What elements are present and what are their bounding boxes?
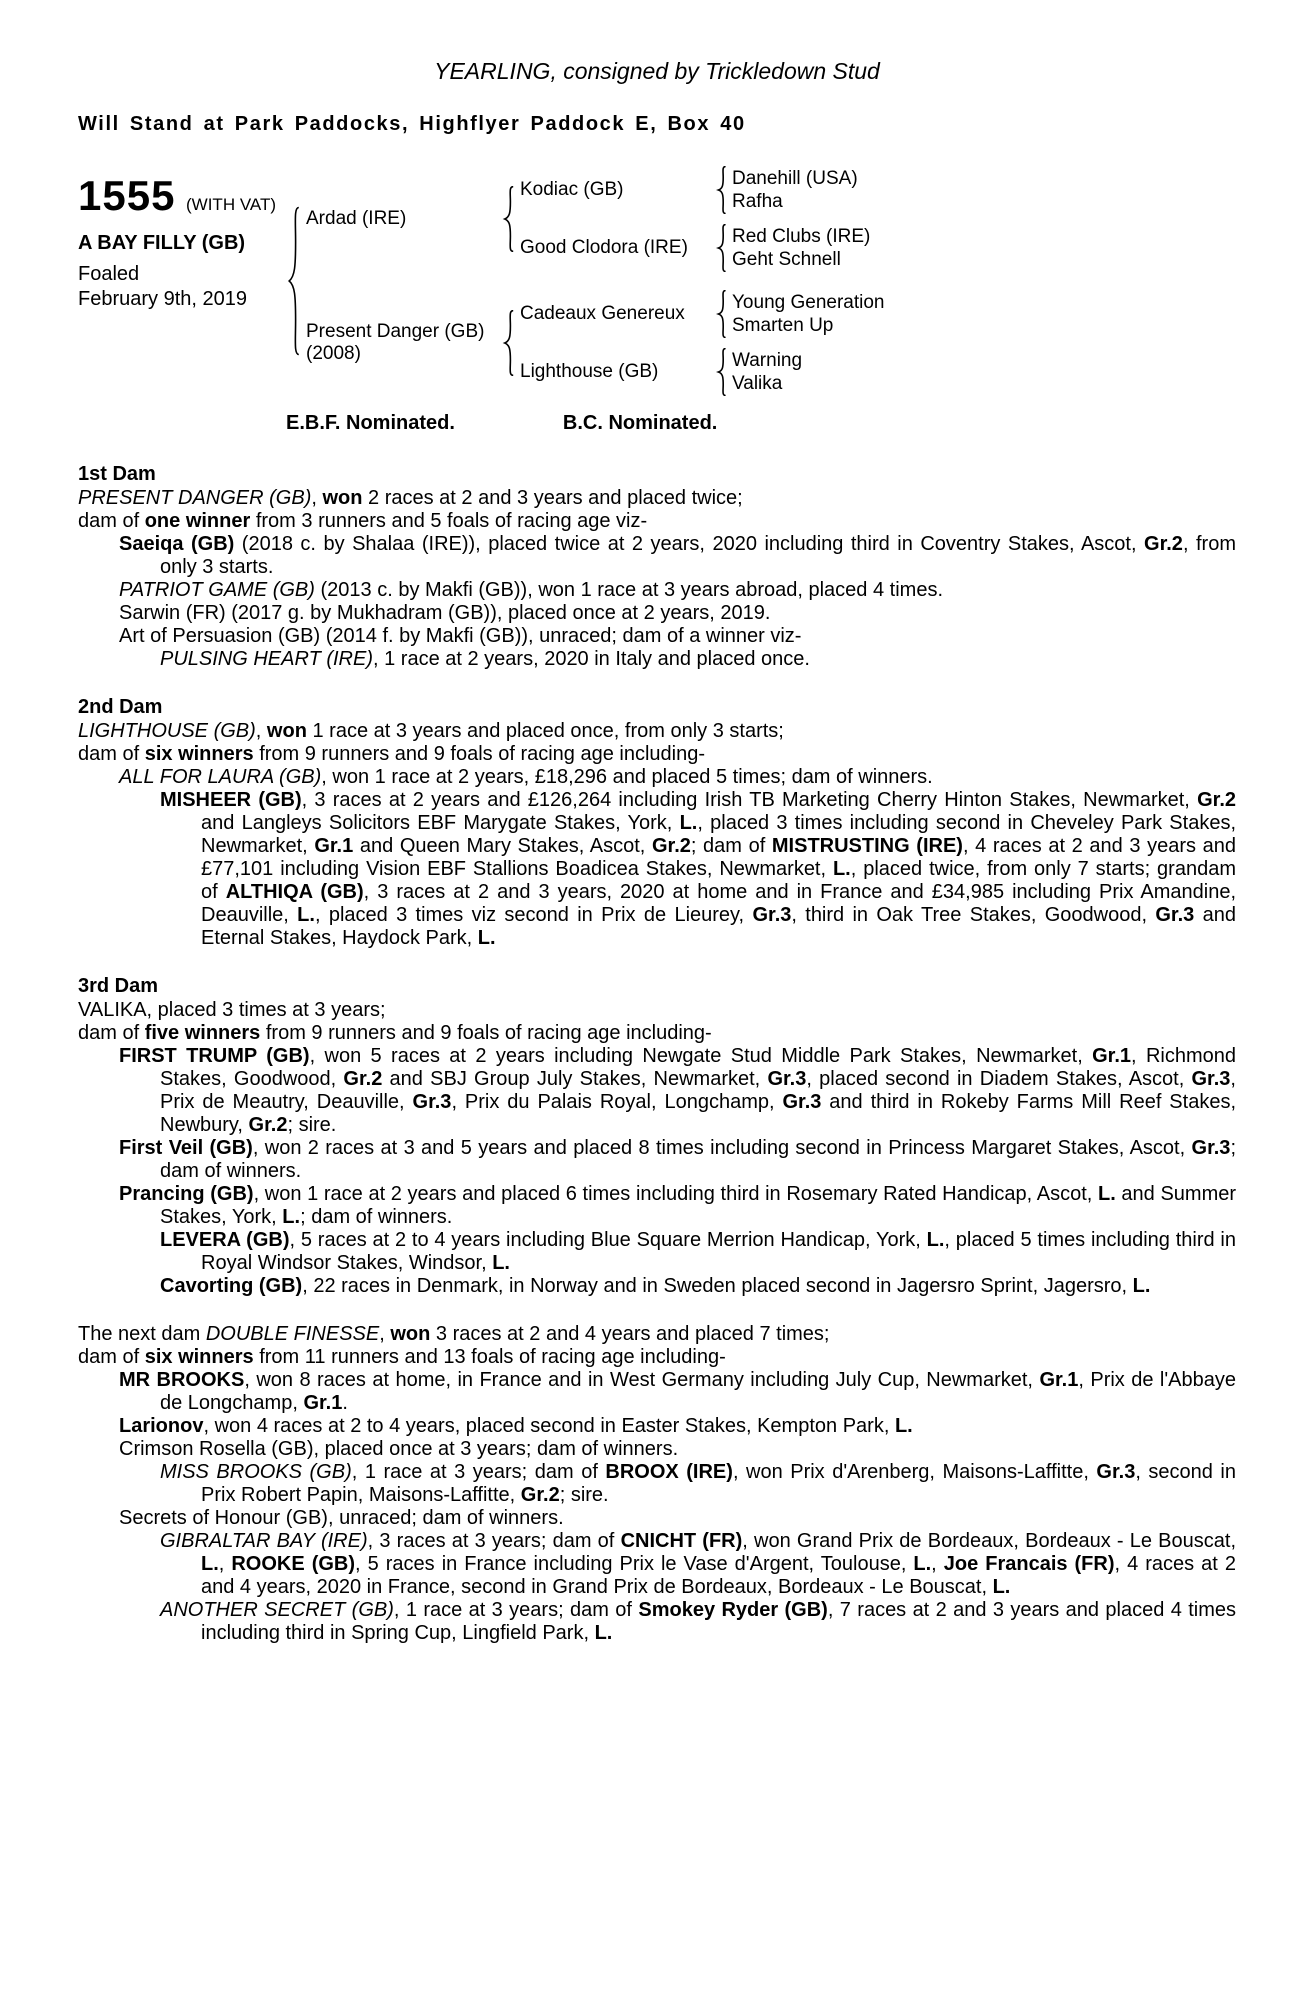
text-run: ,	[379, 1323, 391, 1345]
text-run: Gr.3	[412, 1091, 452, 1113]
gen3-name: Valika	[732, 373, 783, 394]
text-run: from 11 runners and 13 foals of racing age including-	[253, 1346, 726, 1368]
text-run: Gr.3	[1155, 904, 1195, 926]
text-run: Gr.1	[303, 1392, 343, 1414]
text-run: , 4 races at 2 and 4 years, 2020 in France, second in Grand Prix de Bordeaux, Bordeaux - Le Bouscat,	[201, 1553, 1236, 1598]
text-run: one winner	[144, 510, 251, 532]
text-run: won	[322, 487, 363, 509]
text-run: ; sire.	[559, 1484, 609, 1506]
text-run: and Summer Stakes, York,	[160, 1183, 1237, 1228]
gen3-name: Young Generation	[732, 292, 885, 313]
text-run: L.	[832, 858, 851, 880]
gen3-name: Warning	[732, 350, 803, 371]
text-run: MISTRUSTING (IRE)	[771, 835, 963, 857]
text-run: Larionov	[119, 1415, 204, 1437]
text-run: and third in Rokeby Farms Mill Reef Stakes, Newbury,	[160, 1091, 1236, 1136]
curly-brace-icon	[716, 348, 728, 396]
text-run: Sarwin (FR) (2017 g. by Mukhadram (GB)), placed once at 2 years, 2019.	[119, 602, 771, 624]
text-run: Gr.2	[1144, 533, 1183, 555]
pedigree-paragraph	[78, 625, 1236, 648]
text-run: , 1 race at 3 years; dam of	[351, 1461, 606, 1483]
text-run: L.	[282, 1206, 301, 1228]
text-run: ,	[931, 1553, 944, 1575]
text-run: VALIKA, placed 3 times at 3 years;	[78, 999, 386, 1021]
pedigree-paragraph	[78, 1461, 1236, 1507]
text-run: , third in Oak Tree Stakes, Goodwood,	[791, 904, 1156, 926]
text-run: , Prix de Meautry, Deauville,	[160, 1068, 1236, 1113]
text-run: , Richmond Stakes, Goodwood,	[160, 1045, 1237, 1090]
curly-brace-icon	[716, 166, 728, 214]
text-run: PATRIOT GAME (GB)	[119, 579, 315, 601]
lot-info	[78, 166, 286, 311]
text-run: Gr.3	[1191, 1068, 1231, 1090]
stand-location: Will Stand at Park Paddocks, Highflyer Paddock E, Box 40	[78, 113, 746, 135]
gen3-pair	[732, 291, 884, 337]
gen2-name: Good Clodora (IRE)	[520, 237, 688, 258]
text-run: Gr.3	[1096, 1461, 1136, 1483]
pedigree-paragraph	[78, 1275, 1236, 1298]
gen2-name: Cadeaux Genereux	[520, 303, 685, 324]
pedigree-paragraph	[78, 789, 1236, 950]
gen2-unit	[520, 224, 870, 272]
text-run: Smokey Ryder (GB)	[638, 1599, 828, 1621]
dam-name: Present Danger (GB)	[306, 321, 485, 342]
text-run: , Prix de l'Abbaye de Longchamp,	[160, 1369, 1236, 1414]
text-run: , placed 3 times viz second in Prix de Lieurey,	[314, 904, 753, 926]
text-run: ANOTHER SECRET (GB)	[160, 1599, 394, 1621]
text-run: , Prix du Palais Royal, Longchamp,	[451, 1091, 783, 1113]
text-run: L.	[1097, 1183, 1116, 1205]
text-run: from 9 runners and 9 foals of racing age including-	[253, 743, 706, 765]
text-run: , won Grand Prix de Bordeaux, Bordeaux - Le Bouscat,	[742, 1530, 1237, 1552]
curly-brace-icon	[502, 186, 516, 252]
text-run: , won 5 races at 2 years including Newgate Stud Middle Park Stakes, Newmarket,	[309, 1045, 1093, 1067]
text-run: , placed 5 times including third in Royal Windsor Stakes, Windsor,	[201, 1229, 1237, 1274]
text-run: (2018 c. by Shalaa (IRE)), placed twice at 2 years, 2020 including third in Coventry Stakes, Ascot,	[234, 533, 1145, 555]
text-run: , 3 races at 2 and 3 years, 2020 at home and in France and £34,985 including Prix Amandine, Deauville,	[201, 881, 1236, 926]
dam-year: (2008)	[306, 343, 361, 364]
text-run: Gr.2	[520, 1484, 560, 1506]
gen3-name: Smarten Up	[732, 315, 834, 336]
text-run: , 5 races at 2 to 4 years including Blue Square Merrion Handicap, York,	[289, 1229, 927, 1251]
text-run: ALL FOR LAURA (GB)	[119, 766, 322, 788]
text-run: , won Prix d'Arenberg, Maisons-Laffitte,	[732, 1461, 1097, 1483]
gen3-pair	[732, 349, 802, 395]
text-run: ,	[255, 720, 267, 742]
text-run: , from only 3 starts.	[160, 533, 1236, 578]
gen3-name: Red Clubs (IRE)	[732, 226, 871, 247]
text-run: L.	[477, 927, 496, 949]
text-run: 2 races at 2 and 3 years and placed twice;	[362, 487, 743, 509]
gen2-unit	[520, 290, 884, 338]
pedigree-paragraph	[78, 1022, 1236, 1045]
text-run: , 3 races at 3 years; dam of	[367, 1530, 621, 1552]
text-run: Gr.3	[782, 1091, 822, 1113]
text-run: L.	[594, 1622, 613, 1644]
text-run: DOUBLE FINESSE	[205, 1323, 380, 1345]
pedigree-paragraph	[78, 648, 1236, 671]
text-run: and Eternal Stakes, Haydock Park,	[201, 904, 1236, 949]
pedigree-paragraph	[78, 579, 1236, 602]
text-run: Art of Persuasion (GB) (2014 f. by Makfi (GB)), unraced; dam of a winner viz-	[119, 625, 802, 647]
gen3-pair	[732, 225, 870, 271]
text-run: , won 2 races at 3 and 5 years and placed 8 times including second in Princess Margaret Stakes, Ascot,	[252, 1137, 1192, 1159]
text-run: L.	[894, 1415, 913, 1437]
text-run: and Queen Mary Stakes, Ascot,	[353, 835, 652, 857]
text-run: , 5 races in France including Prix le Vase d'Argent, Toulouse,	[355, 1553, 914, 1575]
text-run: MR BROOKS	[119, 1369, 245, 1391]
pedigree-paragraph	[78, 510, 1236, 533]
pedigree-paragraph	[78, 533, 1236, 579]
text-run: dam of	[78, 743, 145, 765]
pedigree-paragraph	[78, 1346, 1236, 1369]
pedigree-paragraph	[78, 766, 1236, 789]
pedigree-paragraph	[78, 1323, 1236, 1346]
lot-vat-note: (WITH VAT)	[186, 195, 277, 214]
pedigree-paragraph	[78, 1045, 1236, 1137]
text-run: ROOKE (GB)	[231, 1553, 356, 1575]
text-run: .	[342, 1392, 348, 1414]
gen2-unit	[520, 348, 884, 396]
text-run: 1 race at 3 years and placed once, from only 3 starts;	[306, 720, 784, 742]
pedigree-paragraph	[78, 1507, 1236, 1530]
foaled-date: February 9th, 2019	[78, 288, 247, 310]
text-run: The next dam	[78, 1323, 206, 1345]
text-run: won	[266, 720, 307, 742]
pedigree-paragraph	[78, 999, 1236, 1022]
text-run: Gr.3	[752, 904, 792, 926]
section-heading: 1st Dam	[78, 463, 156, 485]
gen2-unit	[520, 166, 870, 214]
pedigree-paragraph	[78, 1183, 1236, 1229]
gen3-name: Rafha	[732, 191, 783, 212]
dam-branch	[306, 290, 884, 396]
section-heading: 3rd Dam	[78, 975, 159, 997]
text-run: Secrets of Honour (GB), unraced; dam of winners.	[119, 1507, 564, 1529]
pedigree-paragraph	[78, 1530, 1236, 1599]
sire-branch	[306, 166, 884, 272]
text-run: L.	[913, 1553, 932, 1575]
pedigree-paragraph	[78, 487, 1236, 510]
text-run: six winners	[144, 743, 254, 765]
text-run: 3 races at 2 and 4 years and placed 7 times;	[430, 1323, 830, 1345]
dam-section	[78, 463, 1236, 671]
pedigree-block	[78, 166, 1236, 396]
text-run: , 7 races at 2 and 3 years and placed 4 times including third in Spring Cup, Lingfield Park,	[201, 1599, 1236, 1644]
curly-brace-icon	[716, 224, 728, 272]
text-run: Prancing (GB)	[119, 1183, 254, 1205]
consignment-title: YEARLING, consigned by Trickledown Stud	[434, 58, 880, 84]
dam-section	[78, 975, 1236, 1298]
text-run: , 22 races in Denmark, in Norway and in Sweden placed second in Jagersro Sprint, Jagersro,	[302, 1275, 1133, 1297]
section-heading: 2nd Dam	[78, 696, 163, 718]
text-run: L.	[679, 812, 698, 834]
curly-brace-icon	[716, 290, 728, 338]
text-run: ; dam of	[690, 835, 772, 857]
text-run: Gr.1	[314, 835, 354, 857]
text-run: and Langleys Solicitors EBF Marygate Stakes, York,	[201, 812, 680, 834]
text-run: Gr.2	[1197, 789, 1236, 811]
gen3-name: Danehill (USA)	[732, 168, 858, 189]
pedigree-paragraph	[78, 1415, 1236, 1438]
curly-brace-icon	[502, 310, 516, 376]
text-run: dam of	[78, 510, 145, 532]
text-run: L.	[297, 904, 315, 926]
pedigree-paragraph	[78, 1599, 1236, 1645]
text-run: , placed 3 times including second in Cheveley Park Stakes, Newmarket,	[201, 812, 1236, 857]
text-run: , won 1 race at 2 years and placed 6 times including third in Rosemary Rated Handicap, Ascot,	[253, 1183, 1098, 1205]
text-run: CNICHT (FR)	[620, 1530, 743, 1552]
text-run: six winners	[144, 1346, 254, 1368]
dam-section	[78, 696, 1236, 950]
text-run: Gr.1	[1039, 1369, 1079, 1391]
pedigree-paragraph	[78, 743, 1236, 766]
text-run: , placed twice, from only 7 starts; grandam of	[201, 858, 1236, 903]
text-run: , 1 race at 2 years, 2020 in Italy and placed once.	[373, 648, 810, 670]
text-run: Gr.2	[651, 835, 691, 857]
text-run: Gr.3	[1191, 1137, 1231, 1159]
text-run: MISS BROOKS (GB)	[160, 1461, 352, 1483]
pedigree-paragraph	[78, 1137, 1236, 1183]
text-run: L.	[992, 1576, 1011, 1598]
text-run: , won 8 races at home, in France and in West Germany including July Cup, Newmarket,	[244, 1369, 1040, 1391]
text-run: from 9 runners and 9 foals of racing age including-	[260, 1022, 712, 1044]
text-run: Gr.1	[1092, 1045, 1132, 1067]
text-run: L.	[926, 1229, 945, 1251]
text-run: from 3 runners and 5 foals of racing age viz-	[250, 510, 648, 532]
text-run: L.	[492, 1252, 510, 1274]
text-run: L.	[201, 1553, 219, 1575]
lot-description: A BAY FILLY (GB)	[78, 232, 246, 254]
lot-number: 1555	[78, 172, 176, 219]
text-run: and SBJ Group July Stakes, Newmarket,	[382, 1068, 768, 1090]
text-run: (2013 c. by Makfi (GB)), won 1 race at 3 years abroad, placed 4 times.	[314, 579, 943, 601]
text-run: LIGHTHOUSE (GB)	[78, 720, 256, 742]
pedigree-paragraph	[78, 720, 1236, 743]
text-run: GIBRALTAR BAY (IRE)	[160, 1530, 368, 1552]
text-run: FIRST TRUMP (GB)	[119, 1045, 310, 1067]
pedigree-paragraph	[78, 1369, 1236, 1415]
text-run: five winners	[144, 1022, 261, 1044]
text-run: PRESENT DANGER (GB)	[78, 487, 312, 509]
pedigree-paragraph	[78, 602, 1236, 625]
gen3-pair	[732, 167, 858, 213]
sire-name: Ardad (IRE)	[306, 208, 407, 229]
ebf-nominated: E.B.F. Nominated.	[286, 412, 455, 434]
text-run: Gr.3	[767, 1068, 807, 1090]
pedigree-paragraph	[78, 1438, 1236, 1461]
text-run: MISHEER (GB)	[160, 789, 302, 811]
text-run: BROOX (IRE)	[605, 1461, 733, 1483]
text-run: Cavorting (GB)	[160, 1275, 303, 1297]
text-run: ,	[218, 1553, 232, 1575]
text-run: , 3 races at 2 years and £126,264 including Irish TB Marketing Cherry Hinton Stakes, Newmarket,	[301, 789, 1198, 811]
text-run: L.	[1132, 1275, 1151, 1297]
text-run: , 1 race at 3 years; dam of	[393, 1599, 639, 1621]
pedigree-paragraph	[78, 1229, 1236, 1275]
pedigree-sections	[78, 463, 1236, 1645]
dam-section	[78, 1323, 1236, 1645]
text-run: Saeiqa (GB)	[119, 533, 235, 555]
text-run: , 4 races at 2 and 3 years and £77,101 including Vision EBF Stallions Boadicea Stakes, Newmarket,	[201, 835, 1237, 880]
text-run: won	[390, 1323, 431, 1345]
nominations-row	[78, 412, 1236, 435]
text-run: Joe Francais (FR)	[943, 1553, 1115, 1575]
text-run: ; sire.	[287, 1114, 337, 1136]
text-run: dam of	[78, 1022, 145, 1044]
text-run: Gr.2	[248, 1114, 288, 1136]
curly-brace-icon	[286, 206, 302, 356]
text-run: dam of	[78, 1346, 145, 1368]
text-run: ; dam of winners.	[160, 1137, 1236, 1182]
lot-number-line	[78, 172, 286, 220]
text-run: Crimson Rosella (GB), placed once at 3 years; dam of winners.	[119, 1438, 679, 1460]
text-run: First Veil (GB)	[119, 1137, 253, 1159]
text-run: , placed second in Diadem Stakes, Ascot,	[806, 1068, 1192, 1090]
gen2-name: Lighthouse (GB)	[520, 361, 659, 382]
text-run: Gr.2	[343, 1068, 383, 1090]
gen3-name: Geht Schnell	[732, 249, 841, 270]
gen2-name: Kodiac (GB)	[520, 179, 624, 200]
foaled-label: Foaled	[78, 263, 140, 285]
pedigree-tree	[286, 166, 884, 396]
text-run: PULSING HEART (IRE)	[160, 648, 373, 670]
text-run: ,	[311, 487, 323, 509]
gen1-name	[306, 321, 498, 365]
text-run: ALTHIQA (GB)	[225, 881, 364, 903]
bc-nominated: B.C. Nominated.	[562, 412, 718, 434]
gen1-name	[306, 208, 498, 230]
text-run: , won 1 race at 2 years, £18,296 and placed 5 times; dam of winners.	[321, 766, 933, 788]
text-run: ; dam of winners.	[300, 1206, 453, 1228]
text-run: , second in Prix Robert Papin, Maisons-Laffitte,	[201, 1461, 1236, 1506]
text-run: LEVERA (GB)	[160, 1229, 290, 1251]
text-run: , won 4 races at 2 to 4 years, placed second in Easter Stakes, Kempton Park,	[203, 1415, 895, 1437]
